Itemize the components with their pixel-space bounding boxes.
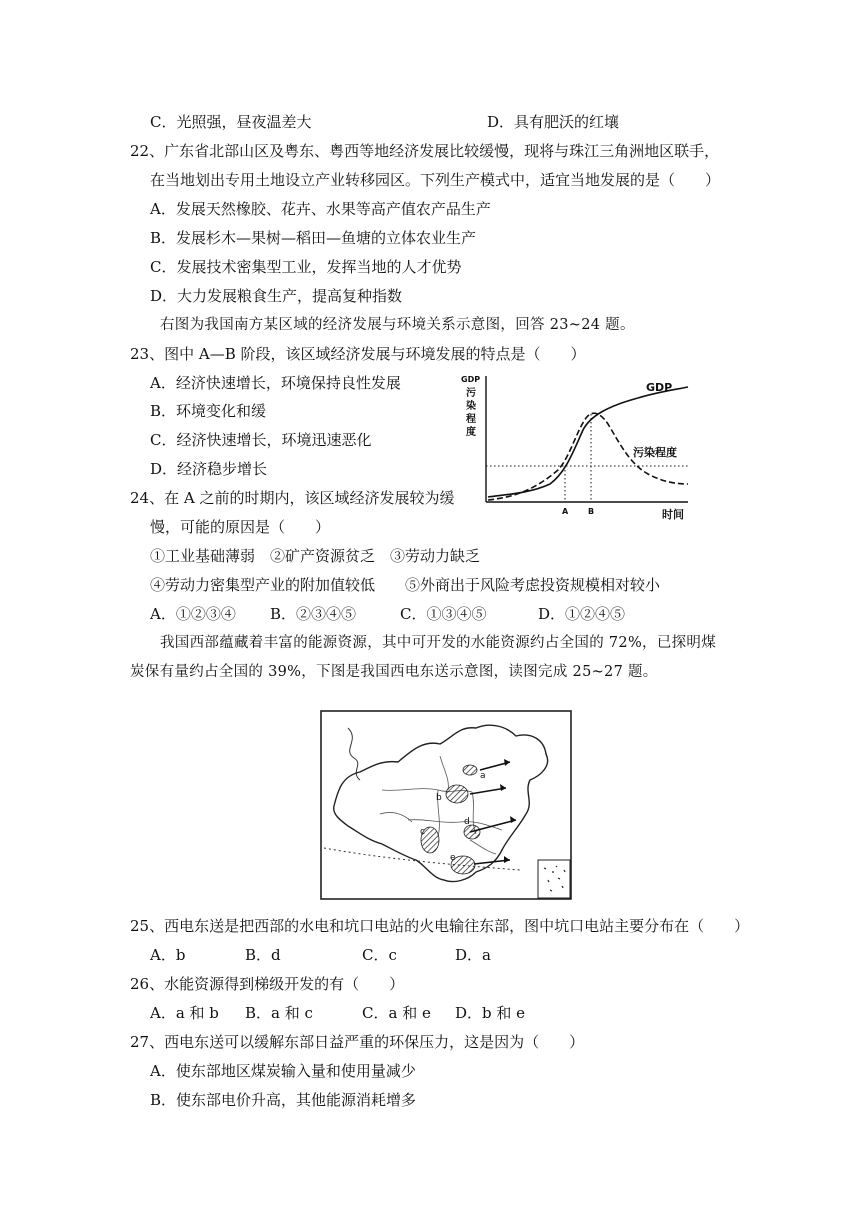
q22-option-b: B．发展杉木—果树—稻田—鱼塘的立体农业生产 xyxy=(150,229,477,247)
q24-stem-line-1: 24、在 A 之前的时期内，该区域经济发展较为缓 xyxy=(130,489,455,507)
q22-stem-line-2: 在当地划出专用土地设立产业转移园区。下列生产模式中，适宜当地发展的是（ ） xyxy=(150,171,721,189)
q23-option-c: C．经济快速增长，环境迅速恶化 xyxy=(150,431,372,449)
region-b-hatch xyxy=(446,785,468,803)
south-china-sea-inset xyxy=(538,860,570,898)
q24-option-c: C．①③④⑤ xyxy=(400,605,487,623)
q25-option-d: D．a xyxy=(455,946,491,964)
q21-option-c: C．光照强，昼夜温差大 xyxy=(150,113,312,131)
q22-stem-line-1: 22、广东省北部山区及粤东、粤西等地经济发展比较缓慢，现将与珠江三角洲地区联手， xyxy=(130,142,720,160)
map-frame xyxy=(321,711,571,899)
map-label-d: d xyxy=(464,817,470,827)
west-east-power-map xyxy=(320,710,572,900)
q22-option-a: A．发展天然橡胶、花卉、水果等高产值农产品生产 xyxy=(150,200,491,218)
intro-23-24: 右图为我国南方某区域的经济发展与环境关系示意图，回答 23~24 题。 xyxy=(160,317,635,333)
q23-stem: 23、图中 A—B 阶段，该区域经济发展与环境发展的特点是（ ） xyxy=(130,345,586,363)
map-label-c: c xyxy=(420,827,425,837)
q24-items-line-2: ④劳动力密集型产业的附加值较低 ⑤外商出于风险考虑投资规模相对较小 xyxy=(150,576,661,594)
marker-label-b: B xyxy=(588,507,595,516)
y-axis-label: GDP 污染程度 xyxy=(461,375,481,438)
q24-items-line-1: ①工业基础薄弱 ②矿产资源贫乏 ③劳动力缺乏 xyxy=(150,547,481,565)
x-axis-label: 时间 xyxy=(662,508,684,521)
q24-stem-line-2: 慢，可能的原因是（ ） xyxy=(150,518,331,536)
q26-option-d: D．b 和 e xyxy=(455,1004,526,1022)
q25-stem: 25、西电东送是把西部的水电和坑口电站的火电输往东部，图中坑口电站主要分布在（ ） xyxy=(130,917,750,935)
q27-stem: 27、西电东送可以缓解东部日益严重的环保压力，这是因为（ ） xyxy=(130,1033,585,1051)
gdp-pollution-chart xyxy=(458,372,694,522)
q25-option-c: C．c xyxy=(362,946,397,964)
map-label-e: e xyxy=(450,853,456,863)
q23-option-a: A．经济快速增长，环境保持良性发展 xyxy=(150,374,401,392)
q25-option-b: B．d xyxy=(245,946,281,964)
q26-stem: 26、水能资源得到梯级开发的有（ ） xyxy=(130,975,405,993)
q23-option-d: D．经济稳步增长 xyxy=(150,460,268,478)
q26-option-c: C．a 和 e xyxy=(362,1004,431,1022)
map-label-a: a xyxy=(480,771,486,781)
q22-option-c: C．发展技术密集型工业，发挥当地的人才优势 xyxy=(150,258,462,276)
marker-label-a: A xyxy=(562,507,569,516)
map-label-b: b xyxy=(436,793,442,803)
q27-option-b: B．使东部电价升高，其他能源消耗增多 xyxy=(150,1091,417,1109)
series-label-pollution: 污染程度 xyxy=(633,446,677,459)
q26-option-b: B．a 和 c xyxy=(245,1004,313,1022)
series-label-gdp: GDP xyxy=(646,381,673,394)
region-a-hatch xyxy=(463,765,477,775)
q22-option-d: D．大力发展粮食生产，提高复种指数 xyxy=(150,287,403,305)
q26-option-a: A．a 和 b xyxy=(150,1004,219,1022)
q24-option-d: D．①②④⑤ xyxy=(538,605,626,623)
q27-option-a: A．使东部地区煤炭输入量和使用量减少 xyxy=(150,1062,416,1080)
q23-option-b: B．环境变化和缓 xyxy=(150,402,267,420)
q21-option-d: D．具有肥沃的红壤 xyxy=(487,113,620,131)
q24-option-b: B．②③④⑤ xyxy=(270,605,357,623)
gdp-series-line xyxy=(488,387,688,497)
intro-25-27-line-1: 我国西部蕴藏着丰富的能源资源，其中可开发的水能资源约占全国的 72%，已探明煤 xyxy=(160,635,717,651)
q25-option-a: A．b xyxy=(150,946,186,964)
q24-option-a: A．①②③④ xyxy=(150,605,236,623)
intro-25-27-line-2: 炭保有量约占全国的 39%，下图是我国西电东送示意图，读图完成 25~27 题。 xyxy=(130,664,658,680)
